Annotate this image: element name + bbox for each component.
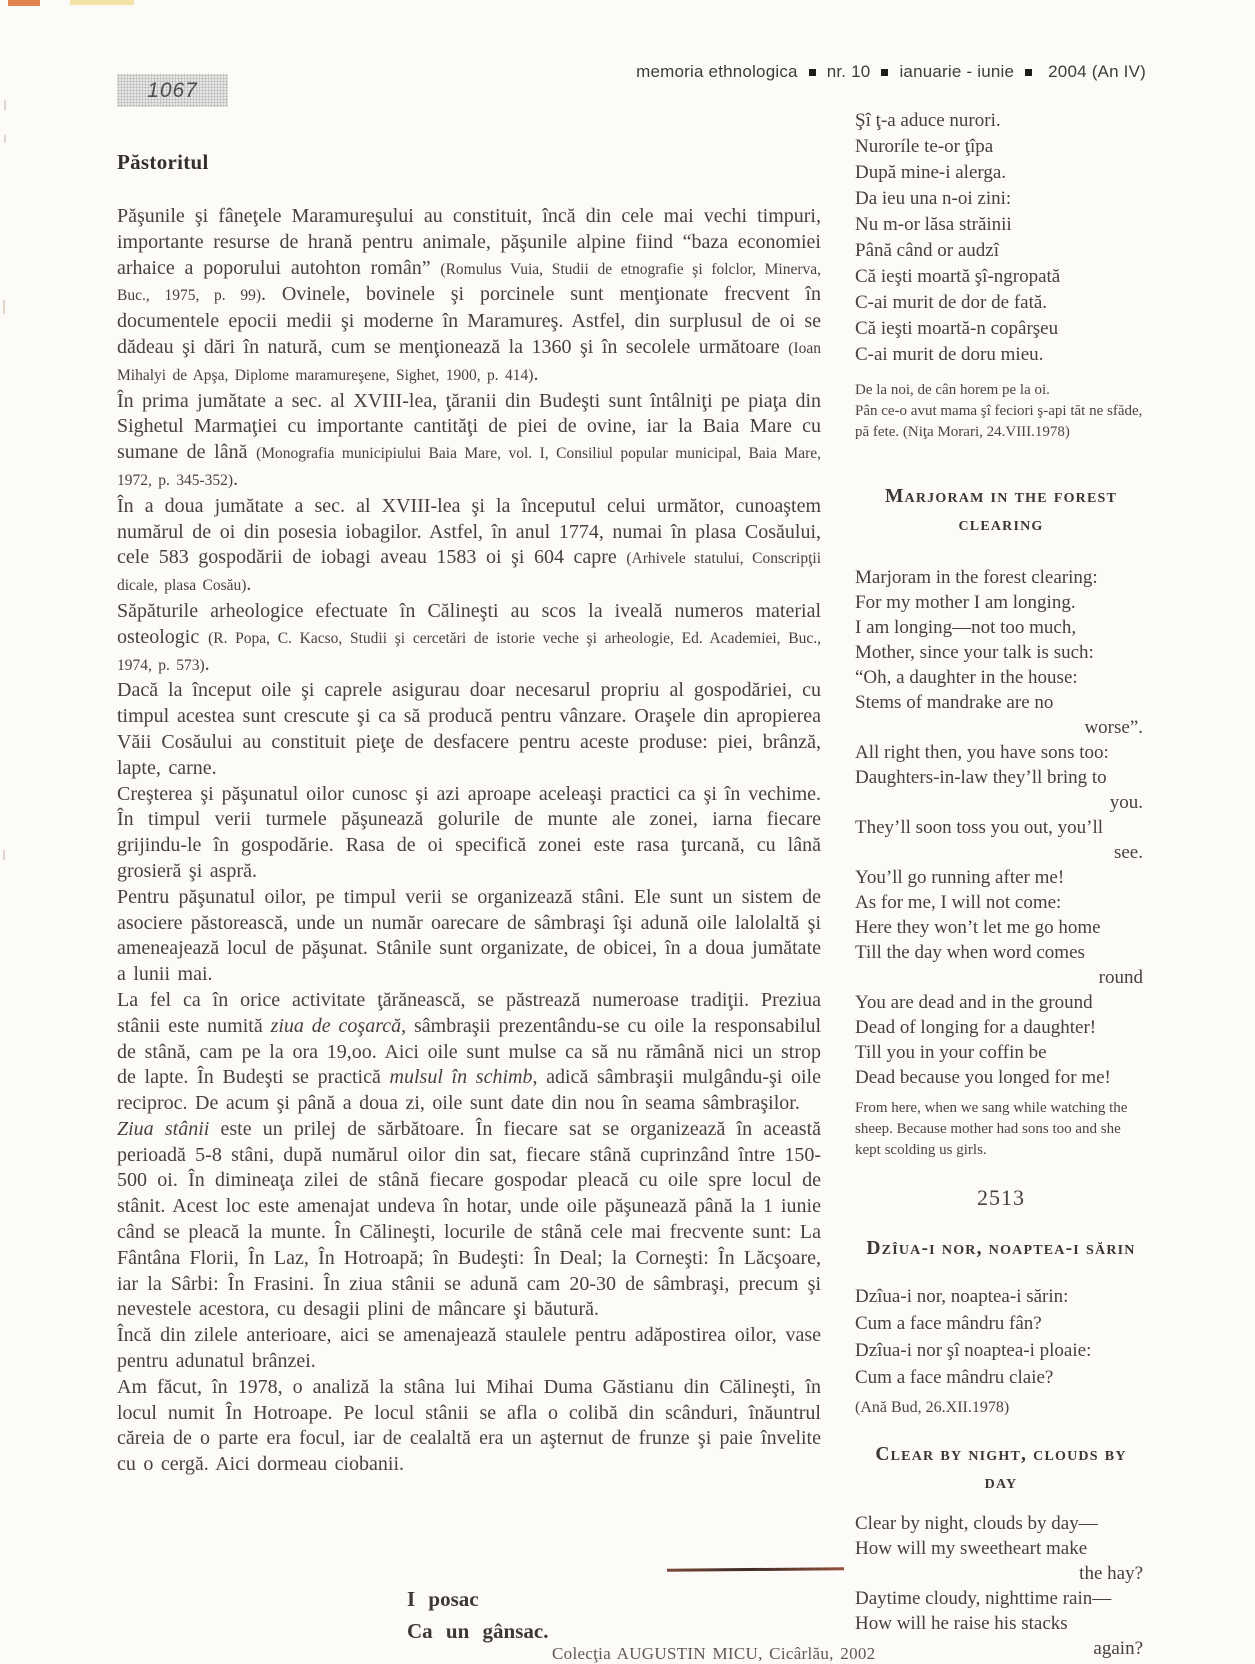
text-segment: . (233, 467, 239, 490)
poem-line: Cum a face mândru claie? (855, 1367, 1054, 1388)
text-segment: În a doua jumătate a sec. al XVIII-lea şi la începutul celui următor, cunoaştem numărul de oi din posesia iobagilor. Astfel, în anul 1774, numai în plasa Cosăului, cele 583 gospodării de iobagi aveau 1583 oi şi 604 capre (117, 494, 821, 569)
poem-line: C-ai murit de dor de fată. (855, 292, 1048, 313)
text-segment: . (533, 362, 539, 385)
poem-translator-note (855, 1098, 1147, 1161)
poem-line: Daytime cloudy, nighttime rain— (855, 1588, 1112, 1609)
poem-line: Till the day when word comes (855, 942, 1085, 963)
poem-line: C-ai murit de doru mieu. (855, 344, 1044, 365)
article-column (117, 150, 821, 1478)
poem-line: Da ieu una n-oi zini: (855, 188, 1012, 209)
poem-line: you. (1109, 792, 1143, 813)
poem-line: Daughters-in-law they’ll bring to (855, 767, 1107, 788)
poem-line: You’ll go running after me! (855, 867, 1065, 888)
poem-line: Here they won’t let me go home (855, 917, 1101, 938)
poem-line: round (1098, 967, 1143, 988)
note-line: sheep. Because mother had sons too and she (855, 1121, 1121, 1137)
poem-line: Până când or audzî (855, 240, 1000, 261)
citation-inline: (R. Popa, C. Kacso, Studii şi cercetări de istorie veche şi arheologie, Ed. Academiei, Buc., 1974, p. 573) (117, 629, 821, 674)
text-segment: În prima jumătate a sec. al XVIII-lea, ţăranii din Budeşti sunt întâlniţi pe piaţa din Sighetul Marmaţiei cu importante cantităţi de piei de ovine, iar la Baia Mare cu sumane de lână (117, 389, 821, 464)
note-line: pă fete. (Niţa Morari, 24.VIII.1978) (855, 424, 1070, 440)
poem-line: Nu m-or lăsa străinii (855, 214, 1012, 235)
poem-line: Stems of mandrake are no (855, 692, 1054, 713)
text-segment: este un prilej de sărbătoare. În fiecare sat se organizează în această perioadă 5-8 stâni, după numărul oilor din sat, fiecare stână cuprinzând între 150-500 oi. În dimineaţa zilei de stână fiecare gospodar pleacă cu oile spre locul de stânit. Acest loc este amenajat undeva în hotar, unde oile păşunează până la 1 iunie când se pleacă la munte. În Călineşti, locurile de stână cele mai frecvente sunt: La Fântâna Florii, În Laz, În Hotroapă; în Budeşti: În Deal; la Corneşti: În Lăcşoare, iar la Sârbi: În Frasini. În ziua stânii se adună cam 20-30 de sâmbraşi, precum şi nevestele acestora, cu desagii plini de mâncare şi băutură. (117, 1117, 821, 1321)
poem-english-clear (855, 1511, 1147, 1661)
text-segment: Păşunile şi fâneţele Maramureşului au constituit, încă din cele mai vechi timpuri, importante resurse de hrană pentru animale, păşunile alpine fiind “baza economiei arhaice a poporului autohton român” (117, 205, 821, 279)
poem-line: As for me, I will not come: (855, 892, 1062, 913)
citation-inline: (Monografia municipiului Baia Mare, vol. I, Consiliul popular municipal, Baia Mare, 1972, p. 345-352) (117, 445, 821, 489)
header-period: ianuarie - iunie (899, 62, 1015, 81)
text-segment: Ziua stânii (117, 1117, 210, 1140)
text-segment: ziua de coşarcă (270, 1014, 402, 1037)
poem-romanian-dziua (855, 1283, 1147, 1391)
poem-title-line: Dzîua-i nor, noaptea-i sărin (866, 1238, 1136, 1259)
poem-line: the hay? (1079, 1563, 1143, 1584)
poem-line: You are dead and in the ground (855, 992, 1093, 1013)
article-title: Păstoritul (117, 150, 209, 174)
text-segment: mulsul în schimb (389, 1066, 533, 1089)
poem-line: All right then, you have sons too: (855, 742, 1109, 763)
poem-line: How will he raise his stacks (855, 1613, 1068, 1634)
article-body (117, 204, 821, 1478)
poem-line: Marjoram in the forest clearing: (855, 567, 1098, 588)
poem-line: How will my sweetheart make (855, 1538, 1088, 1559)
note-line: From here, when we sang while watching the (855, 1100, 1128, 1116)
note-line: De la noi, de cân horem pe la oi. (855, 382, 1050, 398)
poem-line: see. (1113, 842, 1143, 863)
text-paragraph (117, 678, 821, 781)
poem-romanian-first (855, 108, 1147, 368)
closing-verse-line: Ca un gânsac. (407, 1619, 549, 1643)
square-bullet-icon (809, 69, 816, 76)
header-year: 2004 (An IV) (1048, 62, 1146, 81)
poem-title-line: day (984, 1472, 1018, 1493)
text-segment: Am făcut, în 1978, o analiză la stâna lui Mihai Duma Găstianu din Călineşti, în locul numit În Hotroape. Pe locul stânii se afla o colibă din scânduri, înăuntrul căreia de o parte era focul, iar de cealaltă era un aşternut de frunze şi paie învelite cu o cergă. Aici dormeau ciobanii. (117, 1375, 821, 1476)
poem-line: Că ieşti moartă şî-ngropată (855, 266, 1061, 287)
poem-line: Mother, since your talk is such: (855, 642, 1094, 663)
poem-title-line: Marjoram in the forest (884, 486, 1118, 507)
song-number: 2513 (977, 1185, 1025, 1210)
text-segment: Încă din zilele anterioare, aici se amenajează staulele pentru adăpostirea oilor, vase pentru adunatul brânzei. (117, 1324, 821, 1373)
text-paragraph (117, 988, 821, 1117)
text-paragraph (117, 782, 821, 885)
text-segment: . (204, 652, 210, 675)
text-paragraph (117, 1117, 821, 1323)
scan-artifact (3, 850, 5, 860)
poem-line: Nuroríle te-or ţîpa (855, 136, 994, 157)
poem-line: Că ieşti moartă-n copârşeu (855, 318, 1059, 339)
poem-title-line: Clear by night, clouds by (875, 1444, 1127, 1465)
text-paragraph (117, 1375, 821, 1478)
poem-line: Clear by night, clouds by day— (855, 1513, 1098, 1534)
poem-line: Dead because you longed for me! (855, 1067, 1111, 1088)
scan-artifact (4, 135, 6, 143)
text-segment: Pentru păşunatul oilor, pe timpul verii se organizează stâni. Ele sunt un sistem de asociere păstorească, unde un număr oarecare de sâmbraşi îşi adună oile lalolaltă şi ameneajează locul de păşunat. Stânile sunt organizate, de obicei, în a doua jumătate a lunii mai. (117, 885, 821, 986)
text-segment: Săpăturile arheologice efectuate în Călineşti au scos la iveală numeros material osteologic (117, 599, 821, 648)
poem-line: Till you in your coffin be (855, 1042, 1047, 1063)
poem-line: They’ll soon toss you out, you’ll (855, 817, 1104, 838)
poem-line: Dzîua-i nor şî noaptea-i ploaie: (855, 1340, 1092, 1361)
page-number-badge (117, 74, 228, 107)
text-segment: , adică sâmbraşii mulgându-şi oile reciproc. De acum şi până a doua zi, oile sunt date din nou în seama sâmbraşilor. (117, 1066, 821, 1115)
divider-rule (667, 1567, 844, 1572)
note-line: Pân ce-o avut mama şî feciori ş-api tăt ne sfăde, (855, 403, 1143, 419)
text-paragraph (117, 494, 821, 599)
poem-attribution: (Ană Bud, 26.XII.1978) (855, 1399, 1010, 1416)
poem-line: Cum a face mândru fân? (855, 1313, 1042, 1334)
poem-source-note (855, 380, 1147, 443)
poem-line: worse”. (1084, 717, 1143, 738)
poem-title-dziua (855, 1235, 1147, 1263)
scan-artifact (3, 300, 5, 314)
scan-artifact (8, 0, 40, 6)
poems-column (855, 100, 1147, 1661)
text-segment: Creşterea şi păşunatul oilor cunosc şi azi aproape aceleaşi practici ca şi în vechime. În timpul verii turmele păşunează golurile de munte ale zonei, iarna fiecare grijindu-le în gospodărie. Rasa de oi specifică zonei este rasa ţurcană, cu lână grosieră şi aspră. (117, 782, 821, 882)
text-paragraph (117, 204, 821, 389)
poem-line: I am longing—not too much, (855, 617, 1077, 638)
scan-artifact (70, 0, 134, 5)
text-paragraph (117, 1323, 821, 1375)
text-paragraph (117, 885, 821, 988)
closing-verse (407, 1583, 548, 1647)
text-segment: . Ovinele, bovinele şi porcinele sunt menţionate frecvent în documentele epocii medii şi moderne în Maramureş. Astfel, din surplusul de oi se dădeau şi dări în natură, cum se menţionează la 1360 şi în secolele următoare (117, 283, 821, 358)
scan-artifact (4, 100, 6, 110)
text-paragraph (117, 389, 821, 494)
journal-header (636, 62, 1146, 82)
poem-title-marjoram (855, 483, 1147, 539)
page-number: 1067 (147, 78, 198, 102)
square-bullet-icon (1025, 69, 1032, 76)
poem-line: Dzîua-i nor, noaptea-i sărin: (855, 1286, 1069, 1307)
poem-line: Şî ţ-a aduce nurori. (855, 110, 1001, 131)
poem-line: Dead of longing for a daughter! (855, 1017, 1097, 1038)
poem-english-marjoram (855, 565, 1147, 1090)
poem-title-line: clearing (958, 514, 1044, 535)
header-issue: nr. 10 (826, 62, 871, 81)
note-line: kept scolding us girls. (855, 1142, 987, 1158)
text-segment: Dacă la început oile şi caprele asigurau doar necesarul propriu al gospodăriei, cu timpul acestea sunt crescute şi ca să producă pentru vânzare. Oraşele din apropierea Văii Cosăului au constituit pieţe de desfacere pentru aceste produse: piei, brânză, lapte, carne. (117, 679, 821, 779)
closing-verse-line: I posac (407, 1587, 479, 1611)
text-paragraph (117, 599, 821, 678)
poem-line: For my mother I am longing. (855, 592, 1076, 613)
poem-line: again? (1093, 1638, 1143, 1659)
text-segment: La fel ca în orice activitate ţărănească, se păstrează numeroase tradiţii. Preziua stânii este numită (117, 988, 821, 1037)
poem-title-clear (855, 1441, 1147, 1497)
square-bullet-icon (881, 69, 888, 76)
poem-line: “Oh, a daughter in the house: (855, 667, 1078, 688)
citation-inline: (Romulus Vuia, Studii de etnografie şi folclor, Minerva, Buc., 1975, p. 99) (117, 260, 821, 305)
poem-line: După mine-i alerga. (855, 162, 1007, 183)
text-segment: , sâmbraşii prezentându-se cu oile la responsabilul de stână, cam pe la ora 19,oo. Aici oile sunt mulse ca să nu rămână nici un strop de lapte. În Budeşti se practică (117, 1014, 822, 1089)
text-segment: . (246, 573, 252, 596)
header-journal-title: memoria ethnologica (636, 62, 798, 81)
citation-inline: (Ioan Mihalyi de Apşa, Diplome maramureşene, Sighet, 1900, p. 414) (117, 339, 821, 384)
citation-inline: (Arhivele statului, Conscripţii dicale, plasa Cosău) (117, 550, 821, 595)
collection-credit: Colecţia AUGUSTIN MICU, Cicârlău, 2002 (552, 1644, 876, 1663)
